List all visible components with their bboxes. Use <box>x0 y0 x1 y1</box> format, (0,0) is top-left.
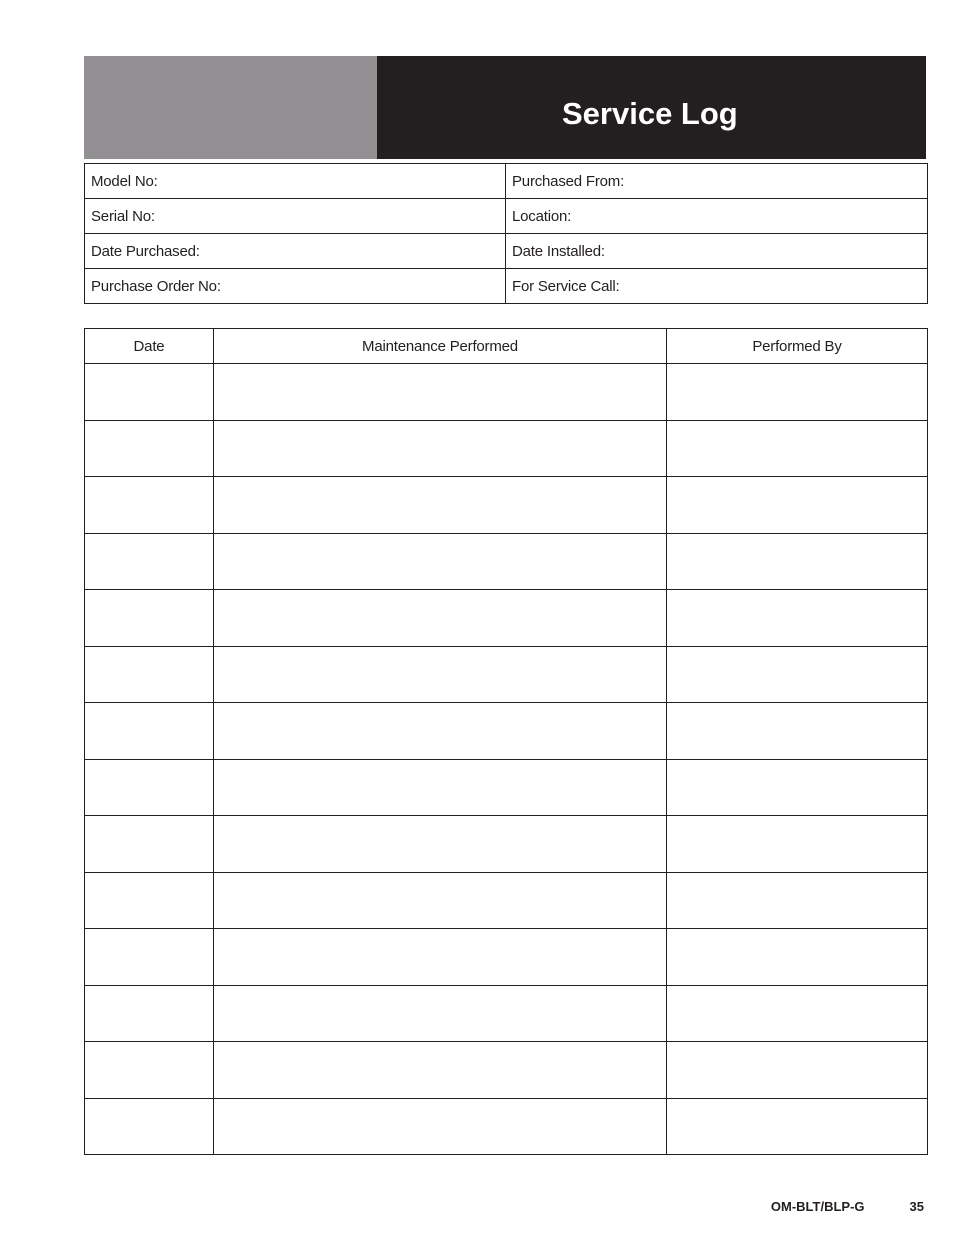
date-cell[interactable] <box>85 1042 214 1099</box>
page-number: 35 <box>909 1199 924 1214</box>
location-field[interactable]: Location: <box>506 199 928 234</box>
info-row <box>85 199 928 234</box>
performed-by-cell[interactable] <box>667 929 928 986</box>
log-header-row <box>85 329 928 364</box>
maintenance-cell[interactable] <box>214 477 667 534</box>
table-row <box>85 590 928 647</box>
for-service-call-field[interactable]: For Service Call: <box>506 269 928 304</box>
table-row <box>85 1098 928 1155</box>
maintenance-cell[interactable] <box>214 533 667 590</box>
maintenance-cell[interactable] <box>214 703 667 760</box>
maintenance-cell[interactable] <box>214 985 667 1042</box>
performed-by-cell[interactable] <box>667 590 928 647</box>
date-cell[interactable] <box>85 985 214 1042</box>
document-code: OM-BLT/BLP-G <box>770 1199 865 1214</box>
header-gray-block <box>84 56 377 159</box>
table-row <box>85 929 928 986</box>
maintenance-cell[interactable] <box>214 1042 667 1099</box>
date-cell[interactable] <box>85 816 214 873</box>
maintenance-cell[interactable] <box>214 590 667 647</box>
table-row <box>85 364 928 421</box>
purchase-order-no-field[interactable]: Purchase Order No: <box>85 269 506 304</box>
info-row <box>85 164 928 199</box>
maintenance-cell[interactable] <box>214 759 667 816</box>
table-row <box>85 646 928 703</box>
table-row <box>85 872 928 929</box>
performed-by-cell[interactable] <box>667 1098 928 1155</box>
performed-by-cell[interactable] <box>667 533 928 590</box>
table-row <box>85 477 928 534</box>
performed-by-cell[interactable] <box>667 646 928 703</box>
maintenance-cell[interactable] <box>214 816 667 873</box>
service-log-table <box>84 328 928 1155</box>
date-cell[interactable] <box>85 420 214 477</box>
date-installed-field[interactable]: Date Installed: <box>506 234 928 269</box>
performed-by-cell[interactable] <box>667 420 928 477</box>
table-row <box>85 420 928 477</box>
maintenance-cell[interactable] <box>214 1098 667 1155</box>
column-header-date: Date <box>85 329 214 364</box>
maintenance-cell[interactable] <box>214 872 667 929</box>
date-cell[interactable] <box>85 533 214 590</box>
table-row <box>85 816 928 873</box>
model-no-field[interactable]: Model No: <box>85 164 506 199</box>
log-rows <box>85 364 928 1155</box>
column-header-performed-by: Performed By <box>667 329 928 364</box>
performed-by-cell[interactable] <box>667 816 928 873</box>
table-row <box>85 759 928 816</box>
date-cell[interactable] <box>85 759 214 816</box>
purchased-from-field[interactable]: Purchased From: <box>506 164 928 199</box>
table-row <box>85 1042 928 1099</box>
date-cell[interactable] <box>85 477 214 534</box>
date-cell[interactable] <box>85 703 214 760</box>
header-dark-block <box>377 56 926 159</box>
maintenance-cell[interactable] <box>214 420 667 477</box>
table-row <box>85 533 928 590</box>
date-cell[interactable] <box>85 872 214 929</box>
performed-by-cell[interactable] <box>667 759 928 816</box>
maintenance-cell[interactable] <box>214 364 667 421</box>
performed-by-cell[interactable] <box>667 985 928 1042</box>
performed-by-cell[interactable] <box>667 703 928 760</box>
date-cell[interactable] <box>85 364 214 421</box>
info-row <box>85 234 928 269</box>
equipment-info-table <box>84 163 928 304</box>
info-row <box>85 269 928 304</box>
date-cell[interactable] <box>85 929 214 986</box>
maintenance-cell[interactable] <box>214 646 667 703</box>
date-cell[interactable] <box>85 1098 214 1155</box>
table-row <box>85 703 928 760</box>
date-cell[interactable] <box>85 590 214 647</box>
page-title: Service Log <box>562 96 738 131</box>
maintenance-cell[interactable] <box>214 929 667 986</box>
page-footer <box>771 1199 924 1214</box>
performed-by-cell[interactable] <box>667 477 928 534</box>
date-purchased-field[interactable]: Date Purchased: <box>85 234 506 269</box>
column-header-maintenance: Maintenance Performed <box>214 329 667 364</box>
date-cell[interactable] <box>85 646 214 703</box>
table-row <box>85 985 928 1042</box>
page-header <box>84 56 926 159</box>
performed-by-cell[interactable] <box>667 364 928 421</box>
serial-no-field[interactable]: Serial No: <box>85 199 506 234</box>
performed-by-cell[interactable] <box>667 872 928 929</box>
performed-by-cell[interactable] <box>667 1042 928 1099</box>
